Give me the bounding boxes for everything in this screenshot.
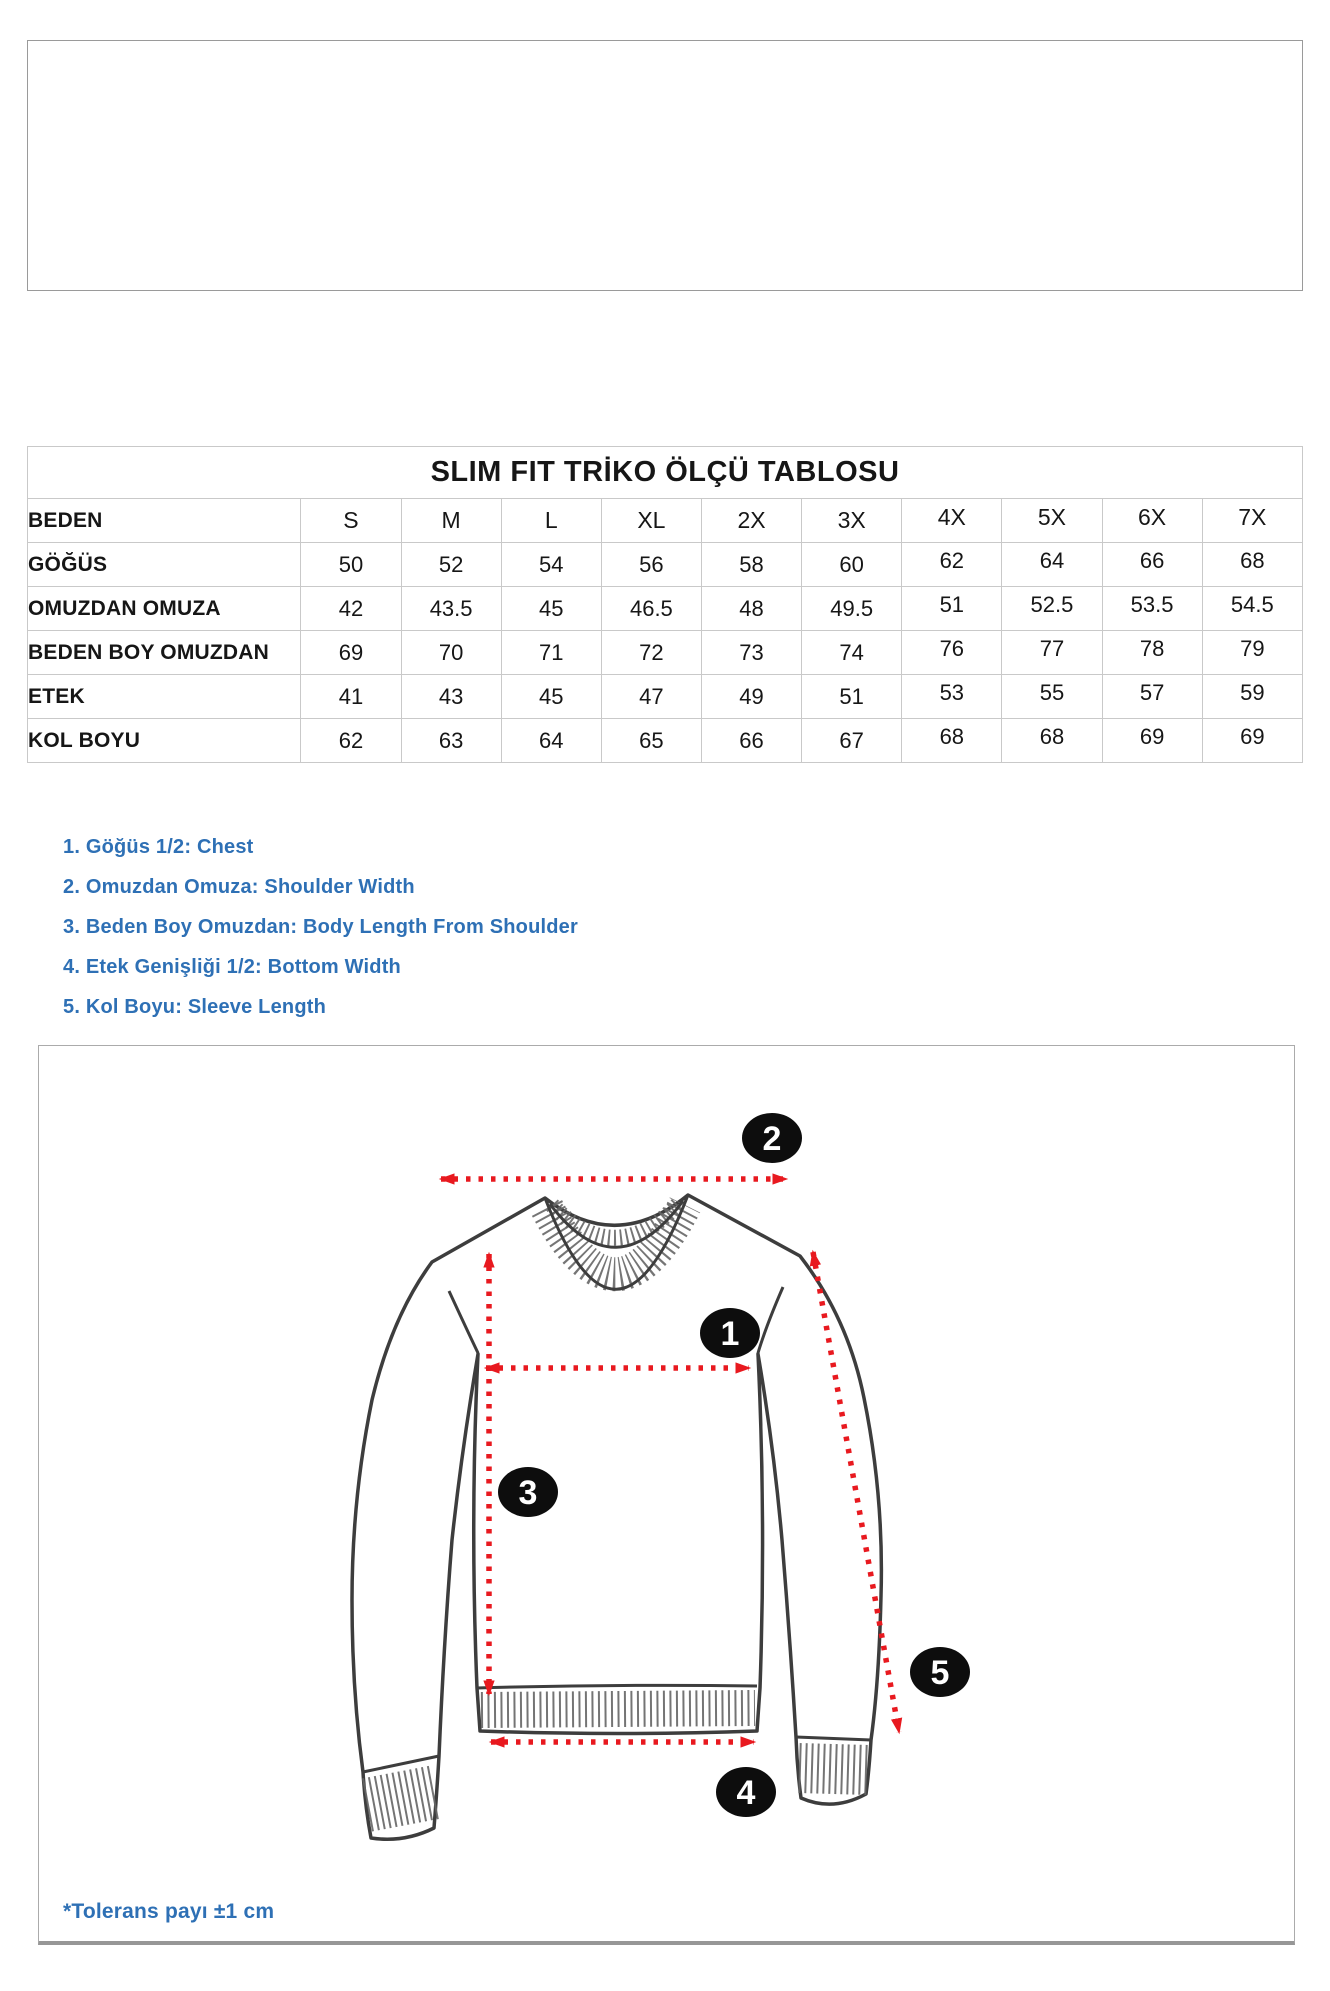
size-column-header: L xyxy=(501,499,601,543)
size-value-cell: 66 xyxy=(1102,543,1202,587)
marker-number: 5 xyxy=(930,1654,950,1692)
size-column-header: 6X xyxy=(1102,499,1202,543)
row-label: ETEK xyxy=(28,675,301,719)
size-value-cell: 64 xyxy=(1002,543,1102,587)
size-value-cell: 54.5 xyxy=(1202,587,1302,631)
table-row xyxy=(28,719,1303,763)
size-column-header: XL xyxy=(601,499,701,543)
size-value-cell: 41 xyxy=(301,675,401,719)
size-value-cell: 65 xyxy=(601,719,701,763)
size-table-body xyxy=(28,447,1303,763)
legend-item: 1. Göğüs 1/2: Chest xyxy=(63,836,254,858)
size-column-header: 3X xyxy=(802,499,902,543)
size-value-cell: 62 xyxy=(301,719,401,763)
size-value-cell: 55 xyxy=(1002,675,1102,719)
size-value-cell: 73 xyxy=(701,631,801,675)
table-title: SLIM FIT TRİKO ÖLÇÜ TABLOSU xyxy=(28,447,1303,499)
size-value-cell: 62 xyxy=(902,543,1002,587)
legend-item: 2. Omuzdan Omuza: Shoulder Width xyxy=(63,876,415,898)
legend-item: 3. Beden Boy Omuzdan: Body Length From Shoulder xyxy=(63,916,578,938)
measure-marker-4 xyxy=(716,1767,776,1817)
size-value-cell: 67 xyxy=(802,719,902,763)
row-label: KOL BOYU xyxy=(28,719,301,763)
marker-number: 3 xyxy=(518,1474,538,1512)
size-table-header-label: BEDEN xyxy=(28,499,301,543)
size-value-cell: 49.5 xyxy=(802,587,902,631)
size-value-cell: 50 xyxy=(301,543,401,587)
size-value-cell: 72 xyxy=(601,631,701,675)
size-value-cell: 57 xyxy=(1102,675,1202,719)
size-value-cell: 68 xyxy=(902,719,1002,763)
size-value-cell: 45 xyxy=(501,587,601,631)
size-value-cell: 69 xyxy=(1202,719,1302,763)
row-label: OMUZDAN OMUZA xyxy=(28,587,301,631)
row-label: BEDEN BOY OMUZDAN xyxy=(28,631,301,675)
size-column-header: 5X xyxy=(1002,499,1102,543)
size-value-cell: 63 xyxy=(401,719,501,763)
size-column-header: M xyxy=(401,499,501,543)
size-column-header: 2X xyxy=(701,499,801,543)
marker-number: 1 xyxy=(720,1315,740,1353)
size-value-cell: 49 xyxy=(701,675,801,719)
table-row xyxy=(28,587,1303,631)
size-value-cell: 74 xyxy=(802,631,902,675)
size-value-cell: 77 xyxy=(1002,631,1102,675)
table-row xyxy=(28,543,1303,587)
diagram-box xyxy=(38,1045,1295,1945)
legend-item: 4. Etek Genişliği 1/2: Bottom Width xyxy=(63,956,401,978)
size-table xyxy=(27,446,1303,763)
size-value-cell: 54 xyxy=(501,543,601,587)
size-value-cell: 56 xyxy=(601,543,701,587)
size-value-cell: 60 xyxy=(802,543,902,587)
size-value-cell: 71 xyxy=(501,631,601,675)
size-value-cell: 58 xyxy=(701,543,801,587)
measure-marker-3 xyxy=(498,1467,558,1517)
marker-number: 2 xyxy=(762,1120,782,1158)
size-value-cell: 45 xyxy=(501,675,601,719)
size-column-header: S xyxy=(301,499,401,543)
size-value-cell: 76 xyxy=(902,631,1002,675)
top-image-placeholder xyxy=(27,40,1303,291)
size-value-cell: 79 xyxy=(1202,631,1302,675)
size-value-cell: 48 xyxy=(701,587,801,631)
size-value-cell: 78 xyxy=(1102,631,1202,675)
tolerance-note: *Tolerans payı ±1 cm xyxy=(63,1900,275,1923)
table-row xyxy=(28,631,1303,675)
size-value-cell: 43.5 xyxy=(401,587,501,631)
size-value-cell: 64 xyxy=(501,719,601,763)
measure-marker-1 xyxy=(700,1308,760,1358)
marker-number: 4 xyxy=(736,1774,756,1812)
measurement-legend xyxy=(63,836,578,1036)
size-value-cell: 66 xyxy=(701,719,801,763)
size-value-cell: 70 xyxy=(401,631,501,675)
table-row xyxy=(28,675,1303,719)
size-value-cell: 53.5 xyxy=(1102,587,1202,631)
size-value-cell: 69 xyxy=(301,631,401,675)
sweater-diagram xyxy=(39,1046,1294,1942)
size-value-cell: 53 xyxy=(902,675,1002,719)
size-value-cell: 51 xyxy=(802,675,902,719)
size-value-cell: 47 xyxy=(601,675,701,719)
size-value-cell: 52 xyxy=(401,543,501,587)
size-value-cell: 59 xyxy=(1202,675,1302,719)
size-value-cell: 52.5 xyxy=(1002,587,1102,631)
size-value-cell: 43 xyxy=(401,675,501,719)
size-value-cell: 68 xyxy=(1202,543,1302,587)
measure-marker-2 xyxy=(742,1113,802,1163)
size-column-header: 7X xyxy=(1202,499,1302,543)
size-column-header: 4X xyxy=(902,499,1002,543)
size-value-cell: 68 xyxy=(1002,719,1102,763)
row-label: GÖĞÜS xyxy=(28,543,301,587)
legend-item: 5. Kol Boyu: Sleeve Length xyxy=(63,996,327,1018)
size-value-cell: 51 xyxy=(902,587,1002,631)
measure-marker-5 xyxy=(910,1647,970,1697)
size-value-cell: 69 xyxy=(1102,719,1202,763)
size-value-cell: 42 xyxy=(301,587,401,631)
size-value-cell: 46.5 xyxy=(601,587,701,631)
